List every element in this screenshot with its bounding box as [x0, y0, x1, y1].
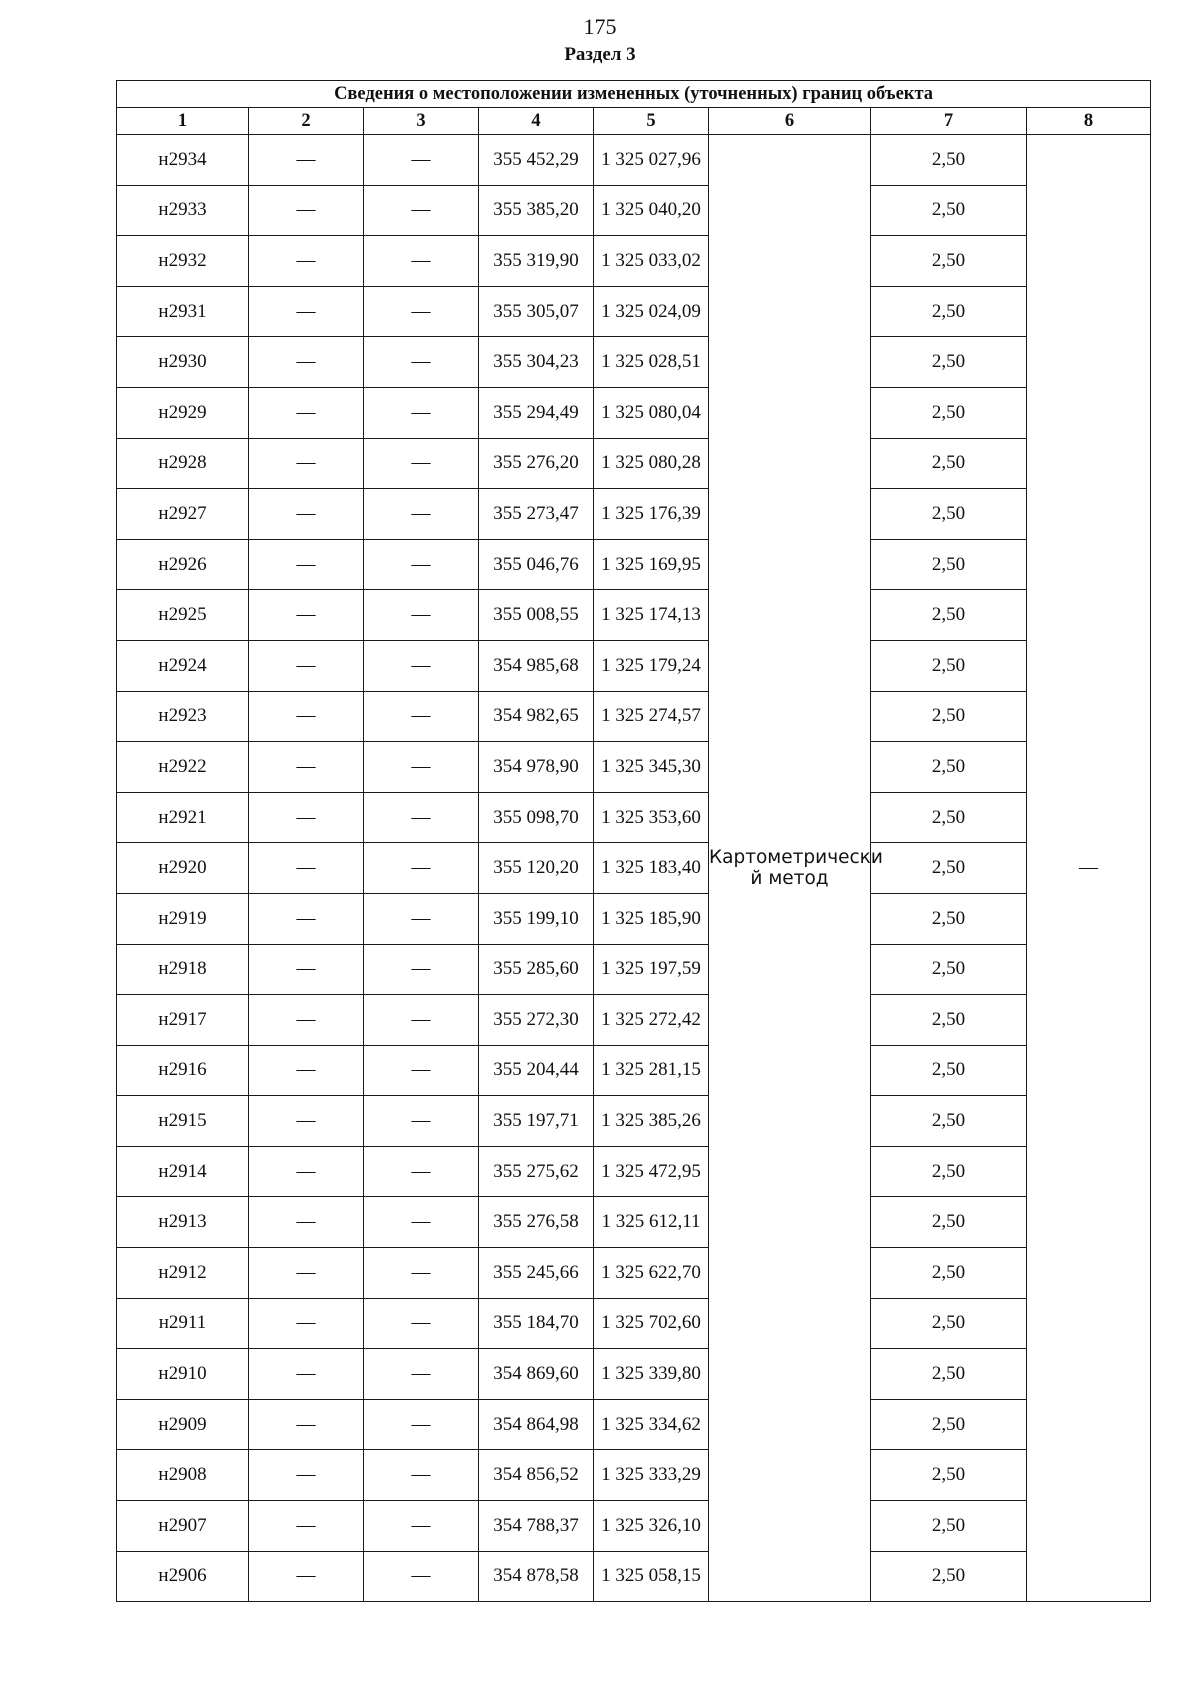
table-row	[117, 1399, 1151, 1450]
accuracy-cell: 2,50	[871, 1248, 1027, 1299]
x-coordinate-cell: 355 385,20	[479, 185, 594, 236]
col3-cell: —	[364, 438, 479, 489]
accuracy-cell: 2,50	[871, 185, 1027, 236]
col3-cell: —	[364, 1197, 479, 1248]
table-row	[117, 1450, 1151, 1501]
point-cell: н2926	[117, 539, 249, 590]
col2-cell: —	[249, 135, 364, 186]
col2-cell: —	[249, 640, 364, 691]
col2-cell: —	[249, 1450, 364, 1501]
y-coordinate-cell: 1 325 702,60	[594, 1298, 709, 1349]
col2-cell: —	[249, 792, 364, 843]
y-coordinate-cell: 1 325 058,15	[594, 1551, 709, 1602]
page-number: 175	[583, 14, 617, 39]
column-number-7: 7	[871, 108, 1027, 135]
point-cell: н2934	[117, 135, 249, 186]
table-row	[117, 640, 1151, 691]
accuracy-cell: 2,50	[871, 590, 1027, 641]
table-caption: Сведения о местоположении измененных (уточненных) границ объекта	[117, 81, 1151, 108]
x-coordinate-cell: 355 294,49	[479, 387, 594, 438]
col2-cell: —	[249, 236, 364, 287]
col2-cell: —	[249, 691, 364, 742]
col2-cell: —	[249, 944, 364, 995]
table-row	[117, 1298, 1151, 1349]
col2-cell: —	[249, 438, 364, 489]
col3-cell: —	[364, 792, 479, 843]
col3-cell: —	[364, 236, 479, 287]
x-coordinate-cell: 355 276,20	[479, 438, 594, 489]
col3-cell: —	[364, 1349, 479, 1400]
column-number-4: 4	[479, 108, 594, 135]
y-coordinate-cell: 1 325 040,20	[594, 185, 709, 236]
accuracy-cell: 2,50	[871, 1045, 1027, 1096]
y-coordinate-cell: 1 325 033,02	[594, 236, 709, 287]
table-row	[117, 387, 1151, 438]
x-coordinate-cell: 354 982,65	[479, 691, 594, 742]
col2-cell: —	[249, 893, 364, 944]
col3-cell: —	[364, 995, 479, 1046]
table-row	[117, 1146, 1151, 1197]
table-row	[117, 792, 1151, 843]
col3-cell: —	[364, 893, 479, 944]
x-coordinate-cell: 354 856,52	[479, 1450, 594, 1501]
accuracy-cell: 2,50	[871, 893, 1027, 944]
x-coordinate-cell: 355 197,71	[479, 1096, 594, 1147]
y-coordinate-cell: 1 325 339,80	[594, 1349, 709, 1400]
y-coordinate-cell: 1 325 169,95	[594, 539, 709, 590]
x-coordinate-cell: 355 008,55	[479, 590, 594, 641]
col2-cell: —	[249, 995, 364, 1046]
accuracy-cell: 2,50	[871, 1399, 1027, 1450]
table-row	[117, 438, 1151, 489]
x-coordinate-cell: 355 285,60	[479, 944, 594, 995]
point-cell: н2911	[117, 1298, 249, 1349]
y-coordinate-cell: 1 325 024,09	[594, 286, 709, 337]
point-cell: н2920	[117, 843, 249, 894]
point-cell: н2933	[117, 185, 249, 236]
table-row	[117, 489, 1151, 540]
col2-cell: —	[249, 1045, 364, 1096]
y-coordinate-cell: 1 325 281,15	[594, 1045, 709, 1096]
col3-cell: —	[364, 1450, 479, 1501]
accuracy-cell: 2,50	[871, 792, 1027, 843]
x-coordinate-cell: 355 272,30	[479, 995, 594, 1046]
table-row	[117, 691, 1151, 742]
point-cell: н2931	[117, 286, 249, 337]
point-cell: н2906	[117, 1551, 249, 1602]
x-coordinate-cell: 355 098,70	[479, 792, 594, 843]
col2-cell: —	[249, 1399, 364, 1450]
table-row	[117, 1349, 1151, 1400]
y-coordinate-cell: 1 325 326,10	[594, 1501, 709, 1552]
y-coordinate-cell: 1 325 080,04	[594, 387, 709, 438]
col3-cell: —	[364, 944, 479, 995]
col3-cell: —	[364, 539, 479, 590]
x-coordinate-cell: 355 046,76	[479, 539, 594, 590]
x-coordinate-cell: 354 864,98	[479, 1399, 594, 1450]
point-cell: н2913	[117, 1197, 249, 1248]
table-row	[117, 185, 1151, 236]
accuracy-cell: 2,50	[871, 337, 1027, 388]
accuracy-cell: 2,50	[871, 1146, 1027, 1197]
col3-cell: —	[364, 640, 479, 691]
col3-cell: —	[364, 1399, 479, 1450]
x-coordinate-cell: 355 184,70	[479, 1298, 594, 1349]
point-cell: н2922	[117, 742, 249, 793]
col8-cell: —	[1027, 135, 1151, 1602]
y-coordinate-cell: 1 325 334,62	[594, 1399, 709, 1450]
table-body	[117, 135, 1151, 1602]
column-number-2: 2	[249, 108, 364, 135]
table-row	[117, 539, 1151, 590]
accuracy-cell: 2,50	[871, 539, 1027, 590]
y-coordinate-cell: 1 325 197,59	[594, 944, 709, 995]
col3-cell: —	[364, 1146, 479, 1197]
col2-cell: —	[249, 489, 364, 540]
point-cell: н2915	[117, 1096, 249, 1147]
accuracy-cell: 2,50	[871, 1197, 1027, 1248]
table-row	[117, 1096, 1151, 1147]
col2-cell: —	[249, 1096, 364, 1147]
x-coordinate-cell: 355 304,23	[479, 337, 594, 388]
x-coordinate-cell: 354 869,60	[479, 1349, 594, 1400]
accuracy-cell: 2,50	[871, 944, 1027, 995]
column-number-1: 1	[117, 108, 249, 135]
accuracy-cell: 2,50	[871, 387, 1027, 438]
x-coordinate-cell: 354 978,90	[479, 742, 594, 793]
point-cell: н2924	[117, 640, 249, 691]
y-coordinate-cell: 1 325 174,13	[594, 590, 709, 641]
col3-cell: —	[364, 843, 479, 894]
accuracy-cell: 2,50	[871, 286, 1027, 337]
accuracy-cell: 2,50	[871, 1096, 1027, 1147]
table-row	[117, 1248, 1151, 1299]
col2-cell: —	[249, 1197, 364, 1248]
point-cell: н2917	[117, 995, 249, 1046]
col3-cell: —	[364, 1551, 479, 1602]
accuracy-cell: 2,50	[871, 640, 1027, 691]
x-coordinate-cell: 355 305,07	[479, 286, 594, 337]
col3-cell: —	[364, 387, 479, 438]
point-cell: н2923	[117, 691, 249, 742]
col3-cell: —	[364, 1045, 479, 1096]
y-coordinate-cell: 1 325 353,60	[594, 792, 709, 843]
y-coordinate-cell: 1 325 179,24	[594, 640, 709, 691]
point-cell: н2930	[117, 337, 249, 388]
x-coordinate-cell: 355 275,62	[479, 1146, 594, 1197]
column-number-row	[117, 108, 1151, 135]
y-coordinate-cell: 1 325 472,95	[594, 1146, 709, 1197]
col3-cell: —	[364, 1248, 479, 1299]
col2-cell: —	[249, 387, 364, 438]
col2-cell: —	[249, 337, 364, 388]
x-coordinate-cell: 354 985,68	[479, 640, 594, 691]
accuracy-cell: 2,50	[871, 135, 1027, 186]
accuracy-cell: 2,50	[871, 995, 1027, 1046]
column-number-8: 8	[1027, 108, 1151, 135]
col3-cell: —	[364, 135, 479, 186]
x-coordinate-cell: 355 204,44	[479, 1045, 594, 1096]
x-coordinate-cell: 355 245,66	[479, 1248, 594, 1299]
point-cell: н2927	[117, 489, 249, 540]
y-coordinate-cell: 1 325 183,40	[594, 843, 709, 894]
col3-cell: —	[364, 1096, 479, 1147]
accuracy-cell: 2,50	[871, 691, 1027, 742]
accuracy-cell: 2,50	[871, 1501, 1027, 1552]
y-coordinate-cell: 1 325 333,29	[594, 1450, 709, 1501]
point-cell: н2912	[117, 1248, 249, 1299]
section-title: Раздел 3	[564, 44, 636, 65]
table-row	[117, 893, 1151, 944]
x-coordinate-cell: 355 120,20	[479, 843, 594, 894]
accuracy-cell: 2,50	[871, 489, 1027, 540]
table-row	[117, 944, 1151, 995]
table-row	[117, 843, 1151, 894]
y-coordinate-cell: 1 325 185,90	[594, 893, 709, 944]
point-cell: н2916	[117, 1045, 249, 1096]
col3-cell: —	[364, 691, 479, 742]
point-cell: н2925	[117, 590, 249, 641]
col3-cell: —	[364, 1501, 479, 1552]
y-coordinate-cell: 1 325 272,42	[594, 995, 709, 1046]
col2-cell: —	[249, 742, 364, 793]
column-number-5: 5	[594, 108, 709, 135]
method-cell: Картометрически й метод	[709, 135, 871, 1602]
table-row	[117, 1551, 1151, 1602]
point-cell: н2914	[117, 1146, 249, 1197]
col2-cell: —	[249, 1551, 364, 1602]
table-row	[117, 135, 1151, 186]
col3-cell: —	[364, 185, 479, 236]
table-row	[117, 286, 1151, 337]
col2-cell: —	[249, 843, 364, 894]
accuracy-cell: 2,50	[871, 1450, 1027, 1501]
accuracy-cell: 2,50	[871, 1298, 1027, 1349]
point-cell: н2908	[117, 1450, 249, 1501]
point-cell: н2921	[117, 792, 249, 843]
table-row	[117, 337, 1151, 388]
y-coordinate-cell: 1 325 028,51	[594, 337, 709, 388]
col3-cell: —	[364, 742, 479, 793]
x-coordinate-cell: 355 273,47	[479, 489, 594, 540]
y-coordinate-cell: 1 325 622,70	[594, 1248, 709, 1299]
col2-cell: —	[249, 1349, 364, 1400]
accuracy-cell: 2,50	[871, 1349, 1027, 1400]
point-cell: н2910	[117, 1349, 249, 1400]
x-coordinate-cell: 355 199,10	[479, 893, 594, 944]
accuracy-cell: 2,50	[871, 742, 1027, 793]
x-coordinate-cell: 354 788,37	[479, 1501, 594, 1552]
table-row	[117, 995, 1151, 1046]
table-row	[117, 1197, 1151, 1248]
column-number-3: 3	[364, 108, 479, 135]
table-row	[117, 590, 1151, 641]
col2-cell: —	[249, 1298, 364, 1349]
y-coordinate-cell: 1 325 176,39	[594, 489, 709, 540]
accuracy-cell: 2,50	[871, 438, 1027, 489]
table-row	[117, 1501, 1151, 1552]
point-cell: н2929	[117, 387, 249, 438]
y-coordinate-cell: 1 325 385,26	[594, 1096, 709, 1147]
col2-cell: —	[249, 539, 364, 590]
point-cell: н2932	[117, 236, 249, 287]
y-coordinate-cell: 1 325 612,11	[594, 1197, 709, 1248]
accuracy-cell: 2,50	[871, 236, 1027, 287]
x-coordinate-cell: 354 878,58	[479, 1551, 594, 1602]
col3-cell: —	[364, 337, 479, 388]
col2-cell: —	[249, 1248, 364, 1299]
column-number-6: 6	[709, 108, 871, 135]
point-cell: н2907	[117, 1501, 249, 1552]
table-row	[117, 1045, 1151, 1096]
table-row	[117, 742, 1151, 793]
col3-cell: —	[364, 1298, 479, 1349]
col2-cell: —	[249, 1501, 364, 1552]
y-coordinate-cell: 1 325 080,28	[594, 438, 709, 489]
y-coordinate-cell: 1 325 274,57	[594, 691, 709, 742]
col2-cell: —	[249, 185, 364, 236]
x-coordinate-cell: 355 319,90	[479, 236, 594, 287]
table-row	[117, 236, 1151, 287]
y-coordinate-cell: 1 325 027,96	[594, 135, 709, 186]
col3-cell: —	[364, 590, 479, 641]
y-coordinate-cell: 1 325 345,30	[594, 742, 709, 793]
x-coordinate-cell: 355 276,58	[479, 1197, 594, 1248]
accuracy-cell: 2,50	[871, 843, 1027, 894]
point-cell: н2919	[117, 893, 249, 944]
boundary-points-table	[116, 80, 1151, 1602]
x-coordinate-cell: 355 452,29	[479, 135, 594, 186]
accuracy-cell: 2,50	[871, 1551, 1027, 1602]
point-cell: н2909	[117, 1399, 249, 1450]
col2-cell: —	[249, 1146, 364, 1197]
point-cell: н2928	[117, 438, 249, 489]
col2-cell: —	[249, 286, 364, 337]
col3-cell: —	[364, 489, 479, 540]
col2-cell: —	[249, 590, 364, 641]
col3-cell: —	[364, 286, 479, 337]
point-cell: н2918	[117, 944, 249, 995]
